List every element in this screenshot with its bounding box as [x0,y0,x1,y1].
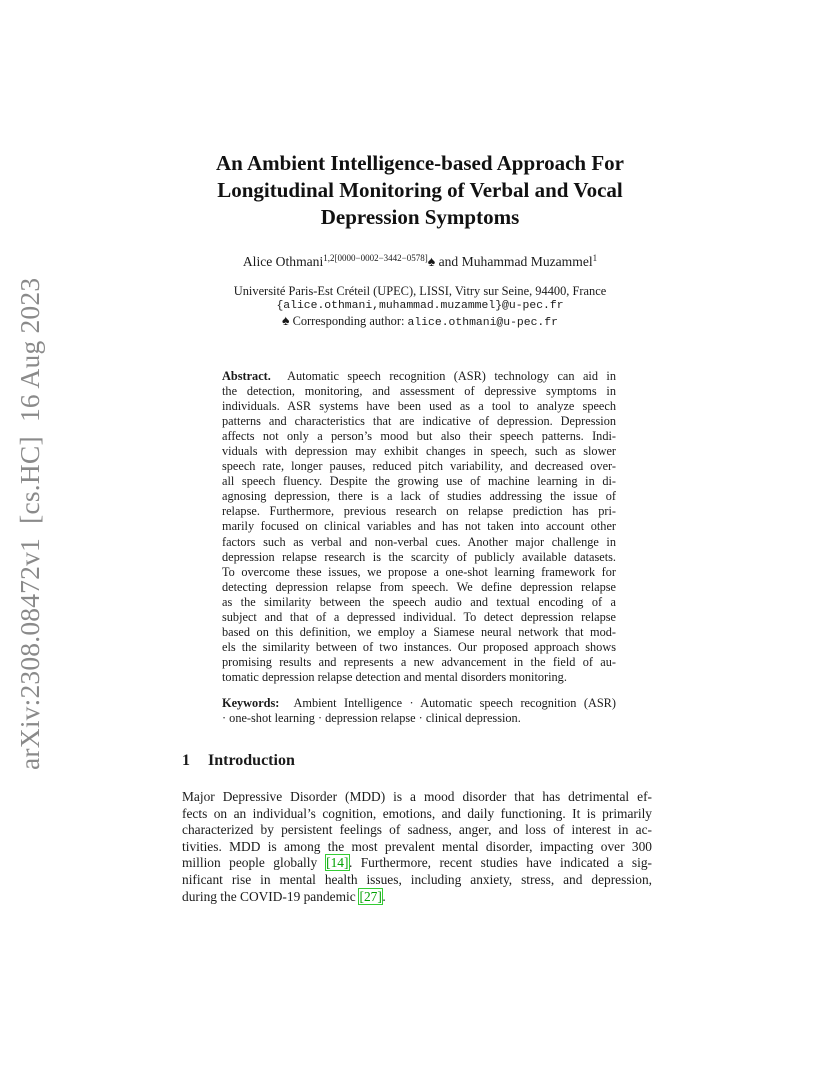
abstract-line: promising results and represents a new advancement in the field of au- [222,654,616,669]
abstract-line: individuals. ASR systems have been used as a tool to analyze speech [222,399,616,414]
paragraph-line [182,855,652,872]
title-line: An Ambient Intelligence-based Approach For [216,151,624,175]
abstract-label: Abstract. [222,369,271,383]
spade-icon: ♠ [427,255,436,270]
paragraph-line: fects on an individual’s cognition, emotions, and daily functioning. It is primarily [182,805,652,821]
citation-link[interactable]: [14] [326,855,349,871]
text-segment: . Furthermore, recent studies have indicated a sig- [348,855,652,871]
abstract-line: patterns and characteristics that are indicative of depression. Depression [222,414,616,429]
abstract-line: relapse. Furthermore, previous research on relapse prediction has pri- [222,504,616,519]
abstract-line: affects not only a person’s mood but also their speech patterns. Indi- [222,429,616,444]
abstract-line: speech rate, longer pauses, reduced pitch variability, and decreased over- [222,459,616,474]
arxiv-identifier-stamp: arXiv:2308.08472v1 [cs.HC] 16 Aug 2023 [14,277,45,770]
spade-icon: ♠ [282,314,290,329]
citation-link[interactable]: [27] [359,888,382,904]
section-number: 1 [182,752,190,769]
abstract-line: agnosing depression, there is a lack of studies addressing the issue of [222,489,616,504]
author-affiliation: 1 [592,253,598,263]
author-name: Alice Othmani [242,254,324,269]
abstract-line: marily focused on clinical variables and has not taken into account other [222,519,616,534]
author-affiliation-orcid: 1,2[0000−0002−3442−0578] [323,253,428,263]
paragraph-line: nificant rise in mental health issues, including anxiety, stress, and depression, [182,871,652,887]
section-title: Introduction [208,752,295,769]
paragraph-line: tivities. MDD is among the most prevalent mental disorder, impacting over 300 [182,838,652,854]
title-line: Depression Symptoms [320,205,520,229]
author-emails: {alice.othmani,muhammad.muzammel}@u-pec.fr [276,300,564,312]
abstract-line: depression relapse research is the scarcity of publicly available datasets. [222,549,616,564]
abstract-line: To overcome these issues, we propose a one-shot learning framework for [222,564,616,579]
paragraph-line: Major Depressive Disorder (MDD) is a mood disorder that has detrimental ef- [182,789,652,804]
institution: Université Paris-Est Créteil (UPEC), LISSI, Vitry sur Seine, 94400, France [233,284,607,298]
affiliation-block [150,284,690,331]
text-segment: during the COVID-19 pandemic [182,888,360,904]
abstract-line: all speech fluency. Despite the growing use of machine learning in di- [222,474,616,489]
keywords [222,696,616,726]
abstract-line: factors such as verbal and non-verbal cues. Another major challenge in [222,534,616,549]
abstract-line: Automatic speech recognition (ASR) technology can aid in [287,369,616,383]
abstract-line: detecting depression relapse from speech. We define depression relapse [222,579,616,594]
corresponding-author-line [150,314,690,331]
abstract-line: as the similarity between the speech audio and textual encoding of a [222,594,616,609]
paragraph-line: characterized by persistent feelings of sadness, anger, and loss of interest in ac- [182,822,652,838]
text-segment: million people globally [182,855,326,871]
keywords-label: Keywords: [222,696,280,710]
title-line: Longitudinal Monitoring of Verbal and Vocal [217,178,623,202]
keywords-line: · one-shot learning · depression relapse · clinical depression. [222,711,521,726]
abstract [222,369,616,685]
author-conjunction: and [438,254,459,269]
abstract-line: els the similarity between of two instances. Our proposed approach shows [222,639,616,654]
corresponding-email: alice.othmani@u-pec.fr [407,317,558,329]
abstract-line: tomatic depression relapse detection and mental disorders monitoring. [222,669,567,684]
author-list [150,253,690,271]
abstract-line: the detection, monitoring, and assessment of depressive symptoms in [222,384,616,399]
abstract-line: based on this definition, we employ a Siamese neural network that mod- [222,624,616,639]
author-name: Muhammad Muzammel [461,254,593,269]
corresponding-label: Corresponding author: [292,314,405,328]
keywords-line: Ambient Intelligence · Automatic speech recognition (ASR) [293,696,616,710]
text-segment: . [382,888,386,904]
section-heading [182,752,295,770]
paper-title [150,150,690,231]
abstract-line: subject and that of a depressed individual. To detect depression relapse [222,609,616,624]
abstract-line: viduals with depression may exhibit changes in speech, such as slower [222,444,616,459]
paragraph-line [182,889,652,906]
introduction-paragraph [182,789,652,905]
